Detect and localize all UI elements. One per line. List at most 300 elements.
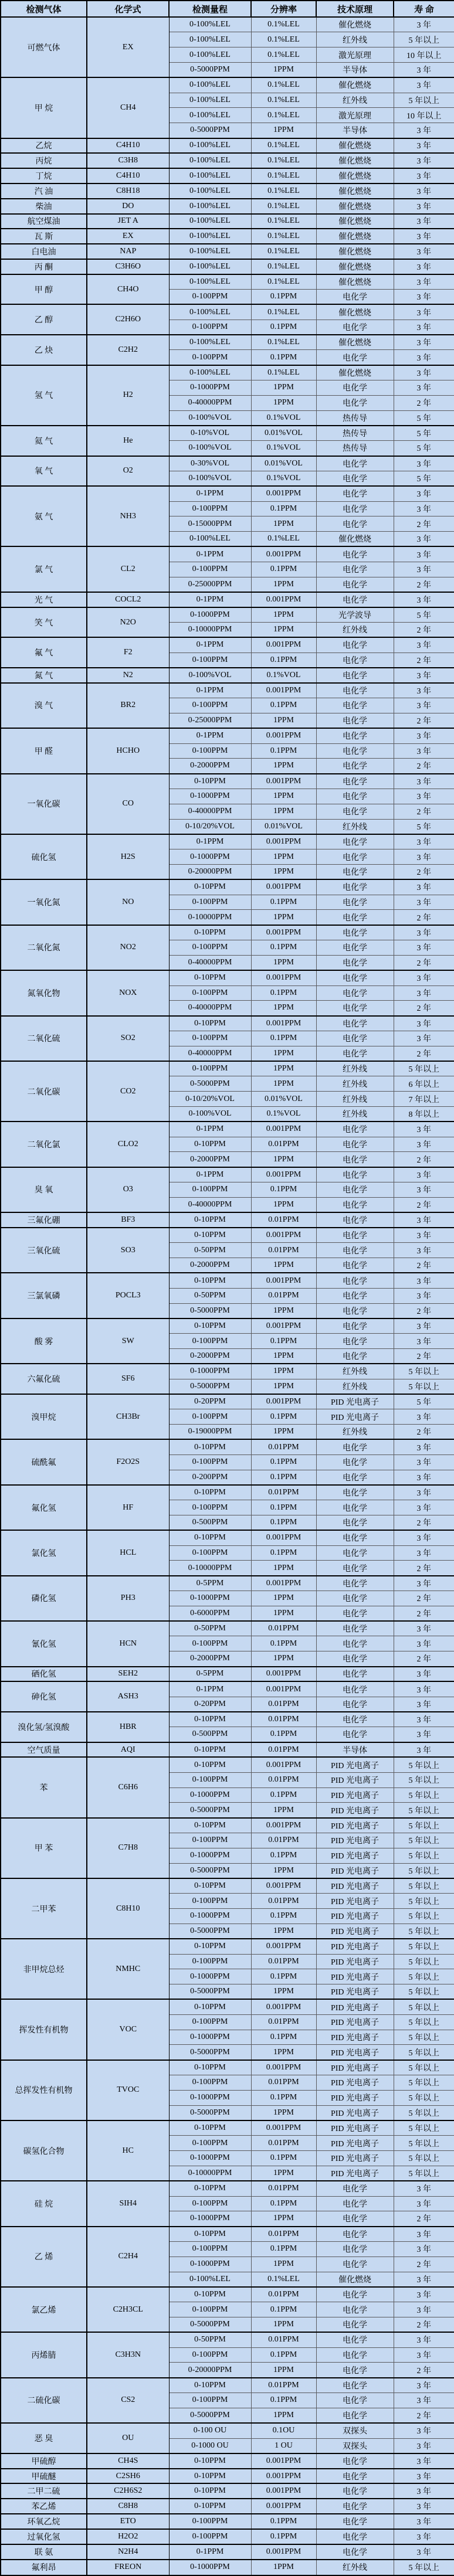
table-row [1,925,454,940]
resolution-cell: 0.001PPM [251,1818,316,1833]
gas-name-cell: 丙烷 [1,153,87,168]
lifespan-cell: 2 年 [394,1197,454,1212]
detection-range-cell: 0-100PPM [169,2302,251,2317]
table-row [1,607,454,623]
detection-range-cell: 0-100%LEL [169,153,251,168]
detection-range-cell: 0-5000PPM [169,1303,251,1318]
resolution-cell: 1PPM [251,2317,316,2333]
detection-range-cell: 0-100PPM [169,1061,251,1076]
detection-range-cell: 0-100%LEL [169,259,251,274]
detection-range-cell: 0-100%VOL [169,668,251,683]
principle-cell: 光学波导 [316,607,394,623]
lifespan-cell: 5 年 [394,471,454,486]
lifespan-cell: 3 年 [394,350,454,365]
lifespan-cell: 2 年 [394,910,454,925]
principle-cell: 电化学 [316,486,394,501]
detection-range-cell: 0-10PPM [169,1273,251,1288]
detection-range-cell: 0-1PPM [169,1167,251,1182]
resolution-cell: 0.1%LEL [251,183,316,199]
principle-cell: 电化学 [316,1454,394,1470]
principle-cell: 红外线 [316,819,394,834]
table-row [1,1621,454,1636]
detection-range-cell: 0-5000PPM [169,1803,251,1818]
lifespan-cell: 2 年 [394,713,454,728]
detection-range-cell: 0-100%LEL [169,47,251,63]
resolution-cell: 1PPM [251,1001,316,1016]
resolution-cell: 0.01PPM [251,1288,316,1303]
principle-cell: PID 光电离子 [316,1818,394,1833]
chemical-formula-cell: C2H3CL [87,2287,169,2332]
resolution-cell: 0.001PPM [251,970,316,985]
gas-name-cell: 乙烷 [1,138,87,154]
detection-range-cell: 0-100PPM [169,320,251,335]
resolution-cell: 0.01PPM [251,1243,316,1258]
table-row [1,1016,454,1031]
lifespan-cell: 3 年 [394,2514,454,2529]
chemical-formula-cell: BF3 [87,1212,169,1228]
principle-cell: 红外线 [316,93,394,108]
lifespan-cell: 2 年 [394,1561,454,1576]
resolution-cell: 0.001PPM [251,728,316,743]
principle-cell: 双探头 [316,2438,394,2453]
lifespan-cell: 5 年以上 [394,1909,454,1924]
gas-name-cell: 苯 [1,1757,87,1817]
principle-cell: 电化学 [316,879,394,895]
detection-range-cell: 0-5000PPM [169,1379,251,1394]
lifespan-cell: 3 年 [394,562,454,577]
principle-cell: 电化学 [316,1182,394,1198]
lifespan-cell: 3 年 [394,1167,454,1182]
table-row [1,683,454,698]
lifespan-cell: 3 年 [394,335,454,350]
principle-cell: 电化学 [316,970,394,985]
detection-range-cell: 0-100PPM [169,350,251,365]
principle-cell: 电化学 [316,955,394,970]
table-row [1,2287,454,2302]
resolution-cell: 0.01PPM [251,1954,316,1969]
detection-range-cell: 0-5000PPM [169,1984,251,2000]
resolution-cell: 0.01PPM [251,1697,316,1712]
detection-range-cell: 0-5PPM [169,1667,251,1682]
principle-cell: 电化学 [316,2227,394,2242]
resolution-cell: 1PPM [251,1606,316,1621]
detection-range-cell: 0-100PPM [169,1954,251,1969]
resolution-cell: 0.001PPM [251,1576,316,1591]
chemical-formula-cell: HBR [87,1712,169,1742]
lifespan-cell: 3 年 [394,1031,454,1046]
chemical-formula-cell: C2H4 [87,2227,169,2287]
detection-range-cell: 0-10PPM [169,1742,251,1758]
table-row [1,2544,454,2560]
detection-range-cell: 0-100PPM [169,562,251,577]
lifespan-cell: 2 年 [394,1152,454,1167]
resolution-cell: 0.01%VOL [251,1092,316,1107]
principle-cell: PID 光电离子 [316,1954,394,1969]
chemical-formula-cell: NAP [87,244,169,259]
principle-cell: 电化学 [316,456,394,471]
resolution-cell: 0.1PPM [251,1727,316,1742]
resolution-cell: 0.1%LEL [251,335,316,350]
principle-cell: 电化学 [316,1681,394,1697]
resolution-cell: 0.01PPM [251,2332,316,2347]
table-row [1,1742,454,1758]
gas-name-cell: 氨 气 [1,486,87,546]
principle-cell: 电化学 [316,774,394,789]
principle-cell: 催化燃烧 [316,77,394,93]
chemical-formula-cell: SF6 [87,1364,169,1394]
lifespan-cell: 3 年 [394,1470,454,1485]
lifespan-cell: 3 年 [394,365,454,380]
resolution-cell: 0.01PPM [251,2181,316,2196]
detection-range-cell: 0-100PPM [169,985,251,1001]
principle-cell: 催化燃烧 [316,259,394,274]
detection-range-cell: 0-100PPM [169,1409,251,1425]
principle-cell: 电化学 [316,1727,394,1742]
lifespan-cell: 3 年 [394,2453,454,2469]
detection-range-cell: 0-1000PPM [169,1591,251,1606]
table-row [1,456,454,471]
chemical-formula-cell: N2H4 [87,2544,169,2560]
resolution-cell: 0.1PPM [251,895,316,910]
resolution-cell: 1PPM [251,395,316,410]
lifespan-cell: 3 年 [394,320,454,335]
detection-range-cell: 0-100PPM [169,1500,251,1515]
lifespan-cell: 5 年 [394,1394,454,1409]
detection-range-cell: 0-1000PPM [169,1969,251,1984]
principle-cell: 电化学 [316,668,394,683]
gas-name-cell: 氮氧化物 [1,970,87,1015]
gas-name-cell: 氰化氢 [1,1621,87,1666]
resolution-cell: 0.001PPM [251,1878,316,1894]
lifespan-cell: 10 年以上 [394,108,454,123]
detection-range-cell: 0-1000PPM [169,2256,251,2272]
lifespan-cell: 3 年 [394,925,454,940]
chemical-formula-cell: ETO [87,2514,169,2529]
chemical-formula-cell: N2O [87,607,169,638]
detection-range-cell: 0-5000PPM [169,62,251,77]
principle-cell: 电化学 [316,290,394,305]
detection-range-cell: 0-10PPM [169,1999,251,2014]
detection-range-cell: 0-100%VOL [169,471,251,486]
detection-range-cell: 0-100%LEL [169,199,251,214]
resolution-cell: 0.1PPM [251,985,316,1001]
detection-range-cell: 0-1000PPM [169,1909,251,1924]
lifespan-cell: 2 年 [394,1606,454,1621]
principle-cell: PID 光电离子 [316,1909,394,1924]
lifespan-cell: 3 年 [394,244,454,259]
detection-range-cell: 0-1000PPM [169,1364,251,1379]
detection-range-cell: 0-1000PPM [169,1848,251,1863]
lifespan-cell: 5 年以上 [394,2090,454,2105]
chemical-formula-cell: FREON [87,2560,169,2576]
principle-cell: 电化学 [316,1334,394,1349]
lifespan-cell: 5 年以上 [394,1969,454,1984]
detection-range-cell: 0-100%LEL [169,229,251,244]
table-header [1,1,454,17]
resolution-cell: 0.1PPM [251,1500,316,1515]
gas-name-cell: 白电油 [1,244,87,259]
detection-range-cell: 0-10PPM [169,2227,251,2242]
chemical-formula-cell: C2H6O [87,304,169,335]
principle-cell: PID 光电离子 [316,2030,394,2045]
detection-range-cell: 0-10PPM [169,2120,251,2136]
lifespan-cell: 5 年以上 [394,1772,454,1787]
resolution-cell: 0.1%LEL [251,17,316,32]
resolution-cell: 0.01PPM [251,1439,316,1454]
gas-name-cell: 过氧化氢 [1,2529,87,2544]
lifespan-cell: 2 年 [394,804,454,819]
detection-range-cell: 0-20PPM [169,1697,251,1712]
lifespan-cell: 2 年 [394,1591,454,1606]
detection-range-cell: 0-5000PPM [169,1076,251,1092]
principle-cell: PID 光电离子 [316,2151,394,2166]
lifespan-cell: 3 年 [394,1288,454,1303]
chemical-formula-cell: C7H8 [87,1818,169,1878]
detection-range-cell: 0-1PPM [169,2544,251,2560]
detection-range-cell: 0-10PPM [169,1939,251,1954]
detection-range-cell: 0-2000PPM [169,1349,251,1364]
lifespan-cell: 3 年 [394,668,454,683]
detection-range-cell: 0-1000PPM [169,849,251,865]
lifespan-cell: 3 年 [394,1334,454,1349]
gas-name-cell: 硫化氢 [1,834,87,879]
resolution-cell: 0.001PPM [251,1167,316,1182]
gas-name-cell: 二甲苯 [1,1878,87,1939]
chemical-formula-cell: C8H10 [87,1878,169,1939]
resolution-cell: 1PPM [251,2166,316,2181]
gas-name-cell: 氢 气 [1,365,87,426]
detection-range-cell: 0-100%LEL [169,214,251,229]
resolution-cell: 0.001PPM [251,637,316,653]
lifespan-cell: 2 年 [394,1001,454,1016]
chemical-formula-cell: C3H3N [87,2332,169,2377]
detection-range-cell: 0-10PPM [169,774,251,789]
resolution-cell: 0.1PPM [251,2030,316,2045]
lifespan-cell: 3 年 [394,940,454,956]
detection-range-cell: 0-100 OU [169,2423,251,2438]
gas-name-cell: 氯乙烯 [1,2287,87,2332]
column-header: 检测气体 [1,1,87,17]
detection-range-cell: 0-5000PPM [169,2317,251,2333]
resolution-cell: 0.1%LEL [251,365,316,380]
lifespan-cell: 3 年 [394,2272,454,2287]
principle-cell: 半导体 [316,1742,394,1758]
principle-cell: 红外线 [316,1425,394,1440]
chemical-formula-cell: CH4S [87,2453,169,2469]
resolution-cell: 1PPM [251,713,316,728]
principle-cell: 催化燃烧 [316,214,394,229]
gas-name-cell: 甲 苯 [1,1818,87,1878]
chemical-formula-cell: SO3 [87,1228,169,1273]
resolution-cell: 1PPM [251,1258,316,1273]
lifespan-cell: 2 年 [394,516,454,532]
table-row [1,2560,454,2576]
lifespan-cell: 3 年 [394,1243,454,1258]
principle-cell: 催化燃烧 [316,153,394,168]
principle-cell: PID 光电离子 [316,2120,394,2136]
table-row [1,274,454,290]
lifespan-cell: 5 年以上 [394,1757,454,1772]
gas-name-cell: 甲 烷 [1,77,87,138]
detection-range-cell: 0-100%LEL [169,77,251,93]
principle-cell: 催化燃烧 [316,229,394,244]
resolution-cell: 0.1%LEL [251,244,316,259]
principle-cell: PID 光电离子 [316,2090,394,2105]
detection-range-cell: 0-100PPM [169,2014,251,2030]
chemical-formula-cell: H2 [87,365,169,426]
principle-cell: 电化学 [316,2544,394,2560]
resolution-cell: 0.1PPM [251,562,316,577]
detection-range-cell: 0-2000PPM [169,1651,251,1667]
resolution-cell: 0.1%VOL [251,471,316,486]
principle-cell: 电化学 [316,2196,394,2211]
resolution-cell: 0.1PPM [251,320,316,335]
table-row [1,199,454,214]
table-row [1,1818,454,1833]
detection-range-cell: 0-100%LEL [169,2272,251,2287]
lifespan-cell: 3 年 [394,2241,454,2256]
lifespan-cell: 3 年 [394,743,454,759]
detection-range-cell: 0-100PPM [169,1182,251,1198]
resolution-cell: 0.001PPM [251,2060,316,2075]
table-row [1,834,454,849]
resolution-cell: 0.1%VOL [251,441,316,456]
principle-cell: 电化学 [316,350,394,365]
principle-cell: 电化学 [316,1318,394,1334]
lifespan-cell: 3 年 [394,2196,454,2211]
resolution-cell: 0.01PPM [251,1212,316,1228]
table-row [1,1530,454,1545]
lifespan-cell: 3 年 [394,1318,454,1334]
resolution-cell: 0.01%VOL [251,819,316,834]
principle-cell: PID 光电离子 [316,1803,394,1818]
resolution-cell: 0.1OU [251,2423,316,2438]
lifespan-cell: 2 年 [394,653,454,668]
header-row [1,1,454,17]
detection-range-cell: 0-1PPM [169,546,251,562]
principle-cell: PID 光电离子 [316,1772,394,1787]
detection-range-cell: 0-100%VOL [169,441,251,456]
detection-range-cell: 0-50PPM [169,2332,251,2347]
lifespan-cell: 3 年 [394,1530,454,1545]
principle-cell: 电化学 [316,789,394,804]
chemical-formula-cell: H2O2 [87,2529,169,2544]
resolution-cell: 0.01PPM [251,1621,316,1636]
detection-range-cell: 0-2000PPM [169,1258,251,1273]
chemical-formula-cell: F2O2S [87,1439,169,1484]
table-row [1,2060,454,2075]
resolution-cell: 0.1%VOL [251,1107,316,1122]
lifespan-cell: 3 年 [394,138,454,154]
resolution-cell: 0.1PPM [251,1636,316,1651]
resolution-cell: 1PPM [251,865,316,880]
gas-name-cell: 氟利昂 [1,2560,87,2576]
resolution-cell: 0.001PPM [251,1394,316,1409]
principle-cell: 红外线 [316,1061,394,1076]
resolution-cell: 1PPM [251,910,316,925]
gas-name-cell: 二氧化氮 [1,925,87,970]
principle-cell: 电化学 [316,1212,394,1228]
chemical-formula-cell: C8H18 [87,183,169,199]
principle-cell: PID 光电离子 [316,1984,394,2000]
resolution-cell: 1 OU [251,2438,316,2453]
lifespan-cell: 2 年 [394,1303,454,1318]
resolution-cell: 0.001PPM [251,2453,316,2469]
resolution-cell: 1PPM [251,607,316,623]
detection-range-cell: 0-40000PPM [169,1197,251,1212]
gas-name-cell: 氯 气 [1,546,87,592]
principle-cell: PID 光电离子 [316,1923,394,1939]
detection-range-cell: 0-100%LEL [169,93,251,108]
lifespan-cell: 2 年 [394,2408,454,2423]
lifespan-cell: 5 年以上 [394,1894,454,1909]
lifespan-cell: 3 年 [394,532,454,547]
lifespan-cell: 3 年 [394,1016,454,1031]
detection-range-cell: 0-10PPM [169,1818,251,1833]
table-row [1,2423,454,2438]
detection-range-cell: 0-100PPM [169,2241,251,2256]
lifespan-cell: 3 年 [394,774,454,789]
resolution-cell: 0.1PPM [251,2529,316,2544]
detection-range-cell: 0-100PPM [169,501,251,516]
principle-cell: 半导体 [316,123,394,138]
lifespan-cell: 5 年以上 [394,1364,454,1379]
detection-range-cell: 0-10PPM [169,2287,251,2302]
detection-range-cell: 0-100%LEL [169,108,251,123]
lifespan-cell: 3 年 [394,1228,454,1243]
resolution-cell: 1PPM [251,62,316,77]
principle-cell: 红外线 [316,1092,394,1107]
lifespan-cell: 3 年 [394,546,454,562]
table-row [1,1273,454,1288]
lifespan-cell: 5 年以上 [394,1954,454,1969]
chemical-formula-cell: HCL [87,1530,169,1575]
resolution-cell: 0.1PPM [251,1409,316,1425]
principle-cell: 电化学 [316,1470,394,1485]
principle-cell: 电化学 [316,985,394,1001]
chemical-formula-cell: HC [87,2120,169,2181]
lifespan-cell: 3 年 [394,1182,454,1198]
detection-range-cell: 0-100PPM [169,1894,251,1909]
resolution-cell: 0.1%LEL [251,214,316,229]
table-row [1,2120,454,2136]
principle-cell: PID 光电离子 [316,1409,394,1425]
detection-range-cell: 0-100PPM [169,2393,251,2408]
lifespan-cell: 3 年 [394,985,454,1001]
detection-range-cell: 0-10000PPM [169,623,251,638]
resolution-cell: 0.01PPM [251,2136,316,2151]
principle-cell: 电化学 [316,1031,394,1046]
detection-range-cell: 0-1000PPM [169,2151,251,2166]
detection-range-cell: 0-100%VOL [169,1107,251,1122]
table-row [1,970,454,985]
lifespan-cell: 3 年 [394,1681,454,1697]
chemical-formula-cell: BR2 [87,683,169,728]
principle-cell: PID 光电离子 [316,1863,394,1878]
resolution-cell: 0.01PPM [251,1485,316,1500]
gas-name-cell: 硅 烷 [1,2181,87,2226]
lifespan-cell: 2 年 [394,1349,454,1364]
principle-cell: 电化学 [316,1606,394,1621]
chemical-formula-cell: CH3Br [87,1394,169,1439]
lifespan-cell: 3 年 [394,2529,454,2544]
detection-range-cell: 0-10PPM [169,879,251,895]
gas-name-cell: 碳氢化合物 [1,2120,87,2181]
lifespan-cell: 2 年 [394,759,454,774]
resolution-cell: 1PPM [251,1425,316,1440]
principle-cell: 电化学 [316,683,394,698]
principle-cell: PID 光电离子 [316,1787,394,1803]
